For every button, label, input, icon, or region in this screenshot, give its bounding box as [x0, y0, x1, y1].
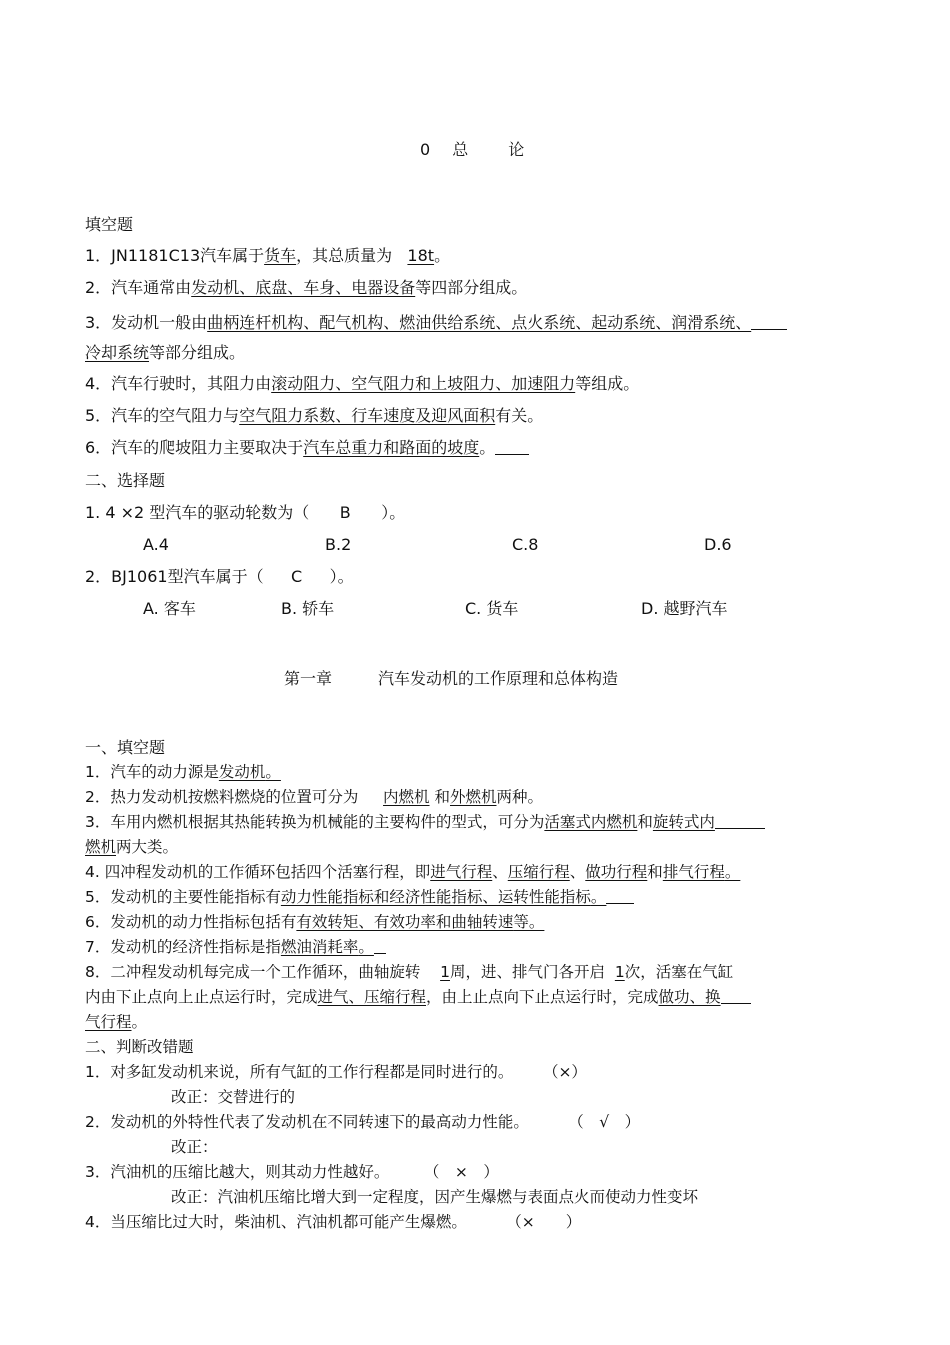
fill-header: 填空题 — [85, 215, 134, 234]
intro-q3: 3．发动机一般由曲柄连杆机构、配气机构、燃油供给系统、点火系统、起动系统、润滑系统、 — [85, 313, 787, 333]
judge-fix: 改正：交替进行的 — [171, 1088, 296, 1106]
ch1-q4: 4. 四冲程发动机的工作循环包括四个活塞行程，即进气行程、压缩行程、做功行程和排气行程。 — [85, 863, 741, 881]
intro-q4: 4．汽车行驶时，其阻力由滚动阻力、空气阻力和上坡阻力、加速阻力等组成。 — [85, 374, 640, 393]
answer: 18t — [407, 246, 435, 265]
answer: 进气、压缩行程 — [317, 988, 427, 1006]
intro-q6: 6．汽车的爬坡阻力主要取决于汽车总重力和路面的坡度。 — [85, 438, 529, 458]
answer: 货车 — [264, 246, 297, 265]
choice-option: C.8 — [512, 535, 539, 554]
choice-q1: 1. 4 ×2 型汽车的驱动轮数为（ B ）。 — [85, 503, 406, 522]
ch1-q7: 7．发动机的经济性指标是指燃油消耗率。 — [85, 937, 386, 957]
judge-q4: 4．当压缩比过大时，柴油机、汽油机都可能产生爆燃。 （× ） — [85, 1213, 582, 1231]
answer: 进气行程 — [430, 863, 493, 881]
choice-option: D.6 — [704, 535, 732, 554]
chapter-title — [284, 669, 618, 689]
choice-header: 二、选择题 — [85, 471, 166, 490]
choice-option: D. 越野汽车 — [641, 599, 728, 618]
judge-fix: 改正：汽油机压缩比增大到一定程度，因产生爆燃与表面点火而使动力性变坏 — [171, 1188, 699, 1206]
choice-option: C. 货车 — [465, 599, 519, 618]
ch1-q6: 6．发动机的动力性指标包括有有效转矩、有效功率和曲轴转速等。 — [85, 913, 545, 931]
section-title-intro — [420, 140, 524, 160]
judge-header: 二、判断改错题 — [85, 1038, 194, 1056]
choice-answer: C — [291, 567, 303, 586]
choice-answer: B — [339, 503, 351, 522]
choice-q2: 2．BJ1061型汽车属于（ C ）。 — [85, 567, 354, 586]
choice-option: B. 轿车 — [281, 599, 335, 618]
intro-q1: 1．JN1181C13汽车属于货车，其总质量为 18t。 — [85, 246, 451, 265]
ch1-q3: 3．车用内燃机根据其热能转换为机械能的主要构件的型式，可分为活塞式内燃机和旋转式内 — [85, 812, 765, 832]
answer: 曲柄连杆机构、配气机构、燃油供给系统、点火系统、起动系统、润滑系统、 — [207, 313, 752, 332]
answer: 空气阻力系数、行车速度及迎风面积 — [239, 406, 496, 425]
answer: 冷却系统 — [85, 343, 150, 362]
intro-q2: 2．汽车通常由发动机、底盘、车身、电器设备等四部分组成。 — [85, 278, 528, 297]
answer: 外燃机 — [449, 788, 497, 806]
answer: 排气行程 — [662, 863, 725, 881]
judge-q3: 3．汽油机的压缩比越大，则其动力性越好。 （ × ） — [85, 1163, 499, 1181]
answer: 燃机 — [85, 838, 117, 856]
chapter-number: 第一章 — [284, 669, 333, 688]
choice-option: A.4 — [143, 535, 169, 554]
ch1-q2: 2．热力发动机按燃料燃烧的位置可分为 内燃机 和外燃机两种。 — [85, 788, 544, 806]
judge-mark: （×） — [542, 1063, 587, 1081]
answer: 有效转矩、有效功率和曲轴转速 — [296, 913, 514, 931]
intro-q3-cont: 冷却系统等部分组成。 — [85, 343, 246, 362]
ch1-q1: 1．汽车的动力源是发动机。 — [85, 763, 281, 781]
answer: 发动机、底盘、车身、电器设备 — [191, 278, 416, 297]
answer: 内燃机 — [383, 788, 430, 806]
ch1-q8-line2: 内由下止点向上止点运行时，完成进气、压缩行程，由上止点向下止点运行时，完成做功、换 — [85, 987, 751, 1007]
title-char-b: 论 — [508, 140, 525, 159]
answer: 发动机 — [218, 763, 266, 781]
title-char-a: 总 — [452, 140, 469, 159]
answer: 1 — [614, 963, 625, 981]
ch1-q3-cont: 燃机两大类。 — [85, 838, 179, 856]
choice-option: B.2 — [325, 535, 352, 554]
judge-fix: 改正： — [171, 1138, 218, 1156]
chapter-name: 汽车发动机的工作原理和总体构造 — [378, 669, 619, 688]
intro-q5: 5．汽车的空气阻力与空气阻力系数、行车速度及迎风面积有关。 — [85, 406, 544, 425]
answer: 燃油消耗率 — [280, 938, 359, 956]
ch1-q5: 5．发动机的主要性能指标有动力性能指标和经济性能指标、运转性能指标。 — [85, 887, 634, 907]
answer: 汽车总重力和路面的坡度 — [303, 438, 480, 457]
answer: 滚动阻力、空气阻力和上坡阻力、加速阻力 — [271, 374, 576, 393]
judge-mark: （× ） — [506, 1213, 582, 1231]
judge-mark: （ √ ） — [568, 1113, 641, 1131]
answer: 做功行程 — [585, 863, 648, 881]
ch1-q8: 8．二冲程发动机每完成一个工作循环，曲轴旋转 1周，进、排气门各开启 1次，活塞在气缸 — [85, 963, 734, 981]
answer: 1 — [440, 963, 450, 981]
answer: 动力性能指标和经济性能指标、运转性能指标 — [280, 888, 591, 906]
answer: 压缩行程 — [507, 863, 570, 881]
choice-option: A. 客车 — [143, 599, 196, 618]
judge-mark: （ × ） — [423, 1163, 499, 1181]
answer: 旋转式内 — [652, 813, 715, 831]
answer: 气行程 — [85, 1013, 132, 1031]
judge-q1: 1．对多缸发动机来说，所有气缸的工作行程都是同时进行的。 （×） — [85, 1063, 587, 1081]
judge-q2: 2．发动机的外特性代表了发动机在不同转速下的最高动力性能。 （ √ ） — [85, 1113, 641, 1131]
title-number: 0 — [420, 140, 431, 159]
ch1-q8-line3: 气行程。 — [85, 1013, 148, 1031]
answer: 活塞式内燃机 — [544, 813, 638, 831]
answer: 做功、换 — [658, 988, 721, 1006]
ch1-fill-header: 一、填空题 — [85, 738, 166, 757]
